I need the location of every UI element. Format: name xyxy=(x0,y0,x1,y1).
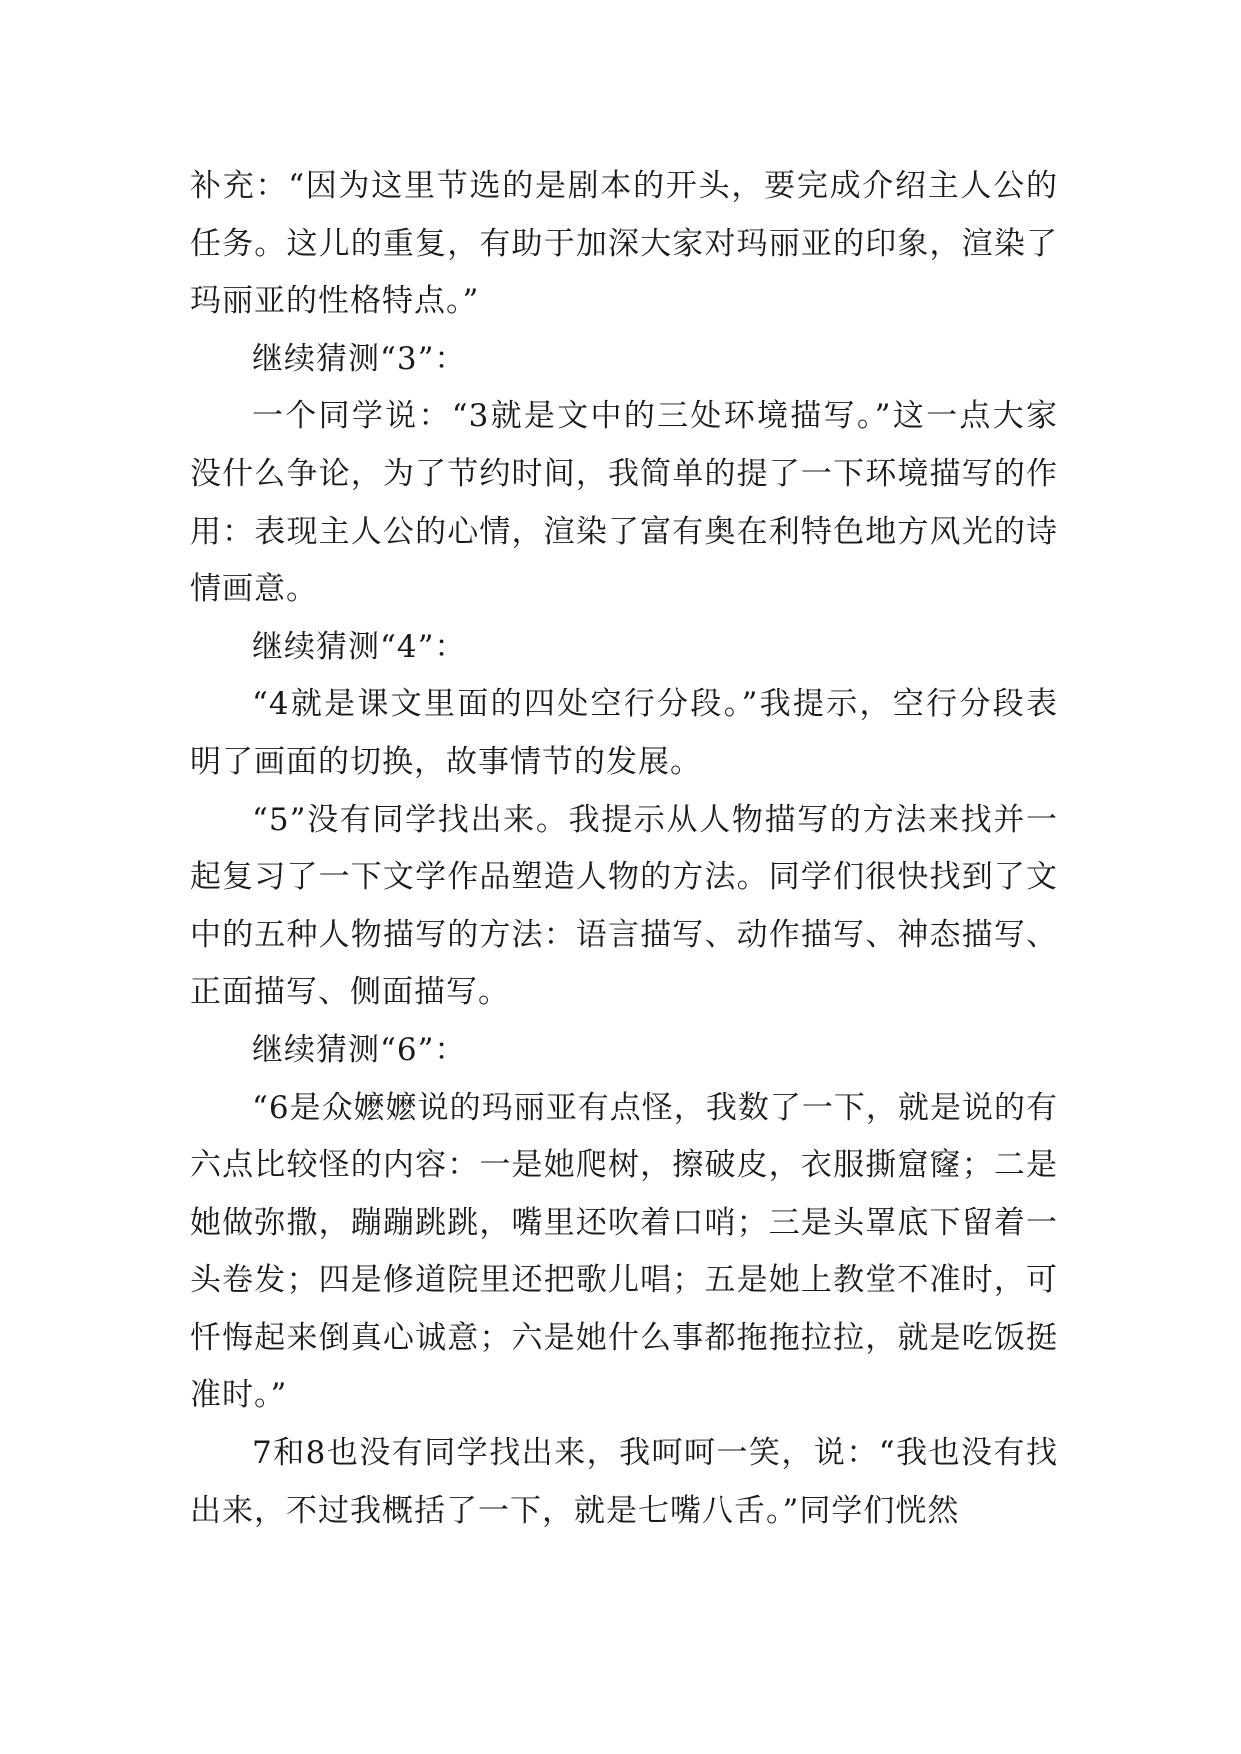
paragraph-3: 一个同学说：“3就是文中的三处环境描写。”这一点大家没什么争论，为了节约时间，我简单的提了一下环境描写的作用：表现主人公的心情，渲染了富有奥在利特色地方风光的诗情画意。 xyxy=(190,398,1058,608)
paragraph-1: 补充：“因为这里节选的是剧本的开头，要完成介绍主人公的任务。这儿的重复，有助于加深大家对玛丽亚的印象，渲染了玛丽亚的性格特点。” xyxy=(190,168,1058,320)
paragraph-7: 继续猜测“6”： xyxy=(252,1031,467,1068)
paragraph-6: “5”没有同学找出来。我提示从人物描写的方法来找并一起复习了一下文学作品塑造人物的方法。同学们很快找到了文中的五种人物描写的方法：语言描写、动作描写、神态描写、正面描写、侧面描写。 xyxy=(190,801,1058,1011)
paragraph-9: 7和8也没有同学找出来，我呵呵一笑，说：“我也没有找出来，不过我概括了一下，就是七嘴八舌。”同学们恍然 xyxy=(190,1435,1058,1529)
paragraph-4: 继续猜测“4”： xyxy=(252,628,467,665)
paragraph-5: “4就是课文里面的四处空行分段。”我提示，空行分段表明了画面的切换，故事情节的发展。 xyxy=(190,686,1058,780)
paragraph-8: “6是众嬷嬷说的玛丽亚有点怪，我数了一下，就是说的有六点比较怪的内容：一是她爬树，擦破皮，衣服撕窟窿；二是她做弥撒，蹦蹦跳跳，嘴里还吹着口哨；三是头罩底下留着一头卷发；四是修道院里还把歌儿唱；五是她上教堂不准时，可忏悔起来倒真心诚意；六是她什么事都拖拖拉拉，就是吃饭挺准时。” xyxy=(190,1089,1058,1414)
paragraph-2: 继续猜测“3”： xyxy=(252,340,467,377)
document-body xyxy=(190,158,1058,1540)
